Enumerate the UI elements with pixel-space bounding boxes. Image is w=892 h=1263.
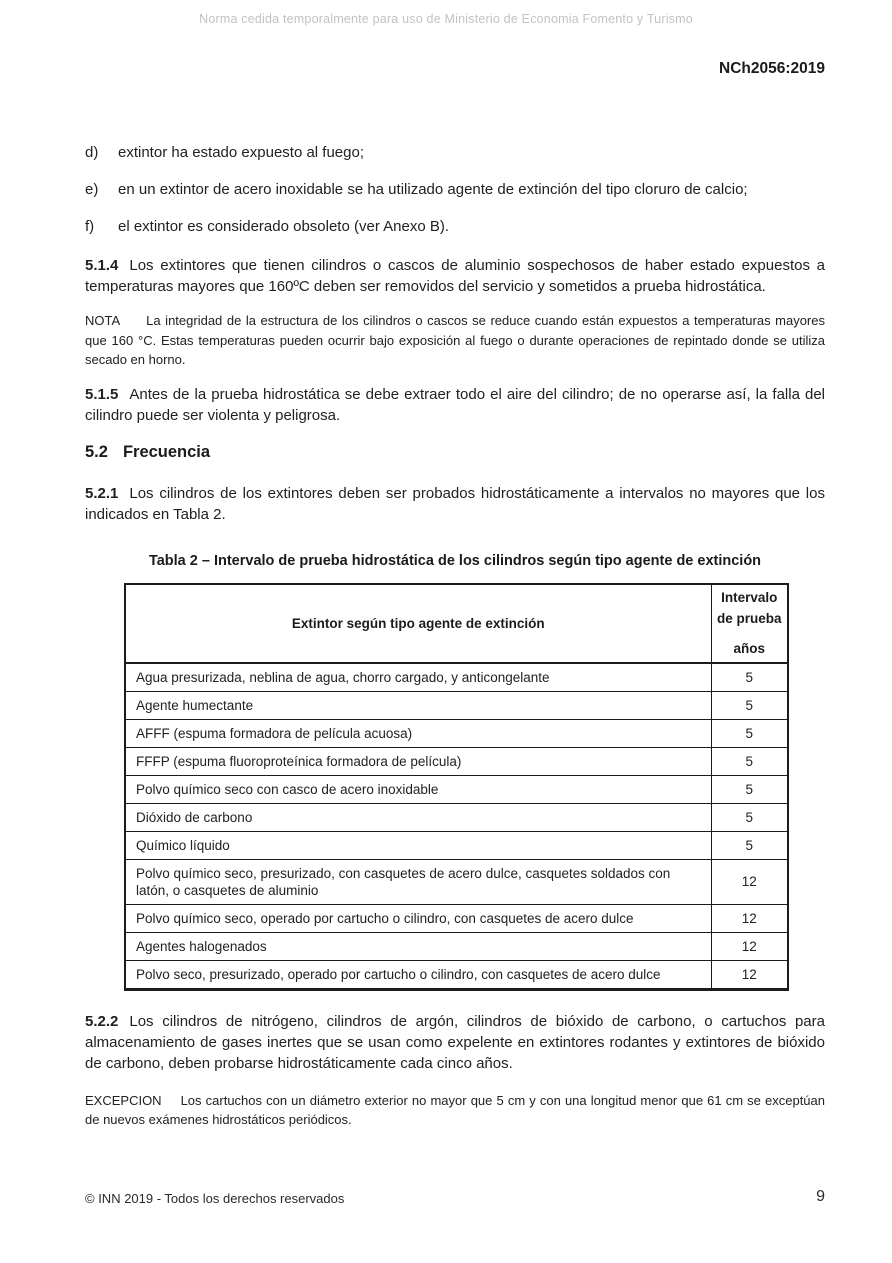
agent-cell: Dióxido de carbono [125,803,711,831]
table-row [125,803,788,831]
agent-cell: FFFP (espuma fluoroproteínica formadora de película) [125,747,711,775]
section-text: Los cilindros de los extintores deben ser probados hidrostáticamente a intervalos no mayores que los indicados en Tabla 2. [85,484,825,523]
years-cell: 5 [711,831,788,859]
agent-cell: Polvo seco, presurizado, operado por cartucho o cilindro, con casquetes de acero dulce [125,960,711,989]
years-cell: 5 [711,663,788,692]
table-row [125,747,788,775]
table-row [125,960,788,989]
table-row [125,859,788,904]
list-item-e [85,179,825,200]
list-item-f [85,216,825,237]
list-item-label: e) [85,181,99,198]
exception-label: EXCEPCION [85,1092,162,1108]
hydrostatic-interval-table [124,583,789,991]
agent-cell: Químico líquido [125,831,711,859]
list-item-label: d) [85,144,99,161]
section-text: Los extintores que tienen cilindros o cascos de aluminio sospechosos de haber estado expuestos a temperaturas mayores que 160ºC deben ser removidos del servicio y sometidos a prueba hidrostática. [85,257,825,295]
section-number: 5.2 [85,442,108,461]
table-header-interval-line2: años [733,641,765,656]
table-row [125,775,788,803]
exception-text: Los cartuchos con un diámetro exterior no mayor que 5 cm y con una longitud menor que 61 cm se exceptúan de nuevos exámenes hidrostáticos periódicos. [85,1092,825,1127]
page-number: 9 [816,1188,825,1205]
note-text: La integridad de la estructura de los cilindros o cascos se reduce cuando están expuestos a temperaturas mayores que 160 °C. Estas temperaturas pueden ocurrir bajo exposición al fuego o durante operaciones de repintado donde se utiliza secado en horno. [85,313,825,367]
table-header [125,584,788,663]
table-row [125,691,788,719]
years-cell: 5 [711,719,788,747]
agent-cell: AFFF (espuma formadora de película acuosa) [125,719,711,747]
section-number: 5.1.5 [85,385,119,403]
paragraph-5-2-1 [85,483,825,525]
note-paragraph [85,311,825,370]
table-header-agent: Extintor según tipo agente de extinción [125,584,711,663]
section-number: 5.2.2 [85,1012,119,1030]
list-item-text: extintor ha estado expuesto al fuego; [118,144,365,161]
list-item-d [85,142,825,163]
table-header-interval [711,584,788,663]
years-cell: 12 [711,960,788,989]
paragraph-5-1-4 [85,255,825,297]
years-cell: 12 [711,859,788,904]
footer-copyright: © INN 2019 - Todos los derechos reservados [85,1191,345,1206]
paragraph-5-2-2 [85,1011,825,1074]
list-item-text: el extintor es considerado obsoleto (ver Anexo B). [118,218,450,235]
list-item-text: en un extintor de acero inoxidable se ha utilizado agente de extinción del tipo cloruro de calcio; [118,181,748,198]
table-row [125,719,788,747]
watermark-text: Norma cedida temporalmente para uso de Ministerio de Economia Fomento y Turismo [199,12,693,26]
table-row [125,831,788,859]
section-text: Antes de la prueba hidrostática se debe extraer todo el aire del cilindro; de no operarse así, la falla del cilindro puede ser violenta y peligrosa. [85,385,825,424]
paragraph-5-1-5 [85,384,825,426]
table-body [125,663,788,990]
table-header-interval-line1: Intervalo de prueba [716,590,782,626]
years-cell: 12 [711,904,788,932]
table-row [125,904,788,932]
years-cell: 5 [711,747,788,775]
note-label: NOTA [85,313,121,328]
list-item-label: f) [85,218,95,235]
years-cell: 5 [711,775,788,803]
table-row [125,663,788,692]
agent-cell: Agentes halogenados [125,932,711,960]
exception-paragraph [85,1091,825,1130]
agent-cell: Polvo químico seco, presurizado, con casquetes de acero dulce, casquetes soldados con latón, o casquetes de aluminio [125,859,711,904]
section-number: 5.1.4 [85,257,119,274]
table-title: Tabla 2 – Intervalo de prueba hidrostática de los cilindros según tipo agente de extinción [148,552,762,569]
table-row [125,932,788,960]
section-text: Los cilindros de nitrógeno, cilindros de argón, cilindros de bióxido de carbono, o cartuchos para almacenamiento de gases inertes que se usan como expelente en extintores rodantes y extintores de bióxido de carbono, deben probarse hidrostáticamente cada cinco años. [85,1012,825,1072]
years-cell: 5 [711,691,788,719]
page-body [85,142,825,1130]
section-heading-5-2 [85,441,825,463]
agent-cell: Agua presurizada, neblina de agua, chorro cargado, y anticongelante [125,663,711,692]
years-cell: 5 [711,803,788,831]
table-header-row [125,584,788,663]
section-number: 5.2.1 [85,484,119,502]
agent-cell: Agente humectante [125,691,711,719]
years-cell: 12 [711,932,788,960]
section-title: Frecuencia [122,442,211,461]
document-code: NCh2056:2019 [719,60,825,77]
agent-cell: Polvo químico seco, operado por cartucho o cilindro, con casquetes de acero dulce [125,904,711,932]
agent-cell: Polvo químico seco con casco de acero inoxidable [125,775,711,803]
